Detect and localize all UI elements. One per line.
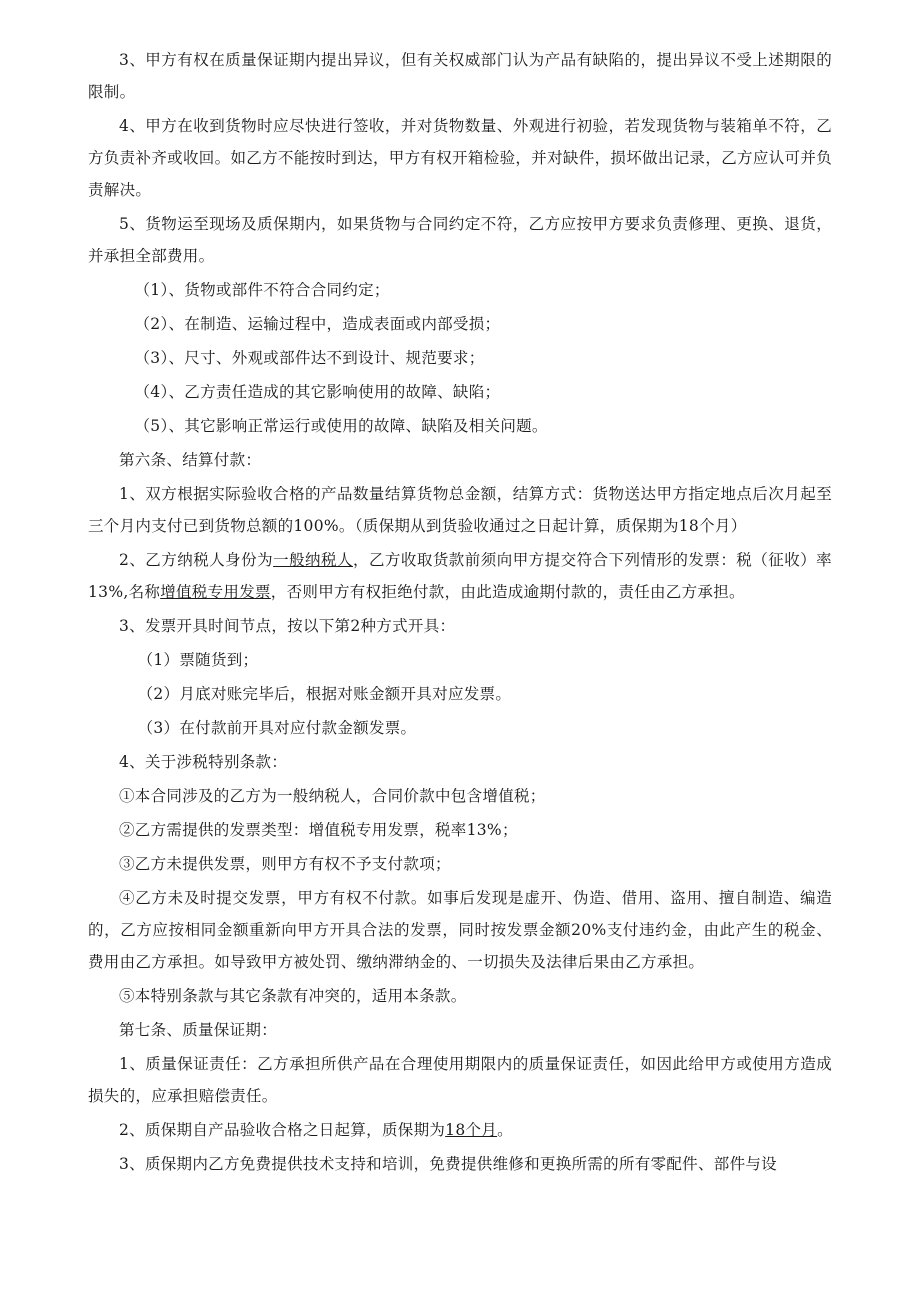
clause-6-3-item-2: （2）月底对账完毕后，根据对账金额开具对应发票。: [137, 685, 512, 703]
clause-7-2-text-a: 2、质保期自产品验收合格之日起算，质保期为: [119, 1121, 446, 1139]
clause-6-3: 3、发票开具时间节点，按以下第2种方式开具：: [119, 617, 456, 635]
clause-5-5-item-2: （2）、在制造、运输过程中，造成表面或内部受损；: [134, 315, 501, 333]
clause-6-4-item-4: ④乙方未及时提交发票，甲方有权不付款。如事后发现是虚开、伪造、借用、盗用、擅自制造、编造的，乙方应按相同金额重新向甲方开具合法的发票，同时按发票金额20%支付违约金，由此产生的税金、费用由乙方承担。如导致甲方被处罚、缴纳滞纳金的、一切损失及法律后果由乙方承担。: [88, 889, 832, 971]
clause-5-5-item-5: （5）、其它影响正常运行或使用的故障、缺陷及相关问题。: [134, 417, 548, 435]
article-6-heading: 第六条、结算付款：: [119, 451, 262, 469]
clause-6-4-item-5: ⑤本特别条款与其它条款有冲突的，适用本条款。: [119, 987, 467, 1005]
clause-7-2: [88, 1114, 832, 1146]
taxpayer-status: 一般纳税人: [273, 551, 353, 569]
clause-6-4: 4、关于涉税特别条款：: [119, 753, 288, 771]
article-7-heading: 第七条、质量保证期：: [119, 1021, 278, 1039]
clause-6-4-item-2: ②乙方需提供的发票类型：增值税专用发票，税率13%；: [119, 821, 518, 839]
clause-6-4-item-3: ③乙方未提供发票，则甲方有权不予支付款项；: [119, 855, 451, 873]
clause-7-3: 3、质保期内乙方免费提供技术支持和培训，免费提供维修和更换所需的所有零配件、部件与设: [119, 1155, 777, 1173]
clause-6-3-item-1: （1）票随货到；: [137, 651, 259, 669]
warranty-period: 18个月: [445, 1121, 498, 1139]
clause-5-5-item-1: （1）、货物或部件不符合合同约定；: [134, 281, 390, 299]
clause-6-2: [88, 544, 832, 608]
clause-6-3-item-3: （3）在付款前开具对应付款金额发票。: [137, 719, 417, 737]
clause-5-3: 3、甲方有权在质量保证期内提出异议，但有关权威部门认为产品有缺陷的，提出异议不受上述期限的限制。: [88, 51, 832, 101]
clause-5-5-item-4: （4）、乙方责任造成的其它影响使用的故障、缺陷；: [134, 383, 501, 401]
clause-5-5-item-3: （3）、尺寸、外观或部件达不到设计、规范要求；: [134, 349, 485, 367]
clause-6-4-item-1: ①本合同涉及的乙方为一般纳税人，合同价款中包含增值税；: [119, 787, 546, 805]
clause-5-5: 5、货物运至现场及质保期内，如果货物与合同约定不符，乙方应按甲方要求负责修理、更换、退货，并承担全部费用。: [88, 215, 832, 265]
clause-6-2-text-c: ，否则甲方有权拒绝付款，由此造成逾期付款的，责任由乙方承担。: [270, 583, 745, 601]
clause-5-4: 4、甲方在收到货物时应尽快进行签收，并对货物数量、外观进行初验，若发现货物与装箱单不符，乙方负责补齐或收回。如乙方不能按时到达，甲方有权开箱检验，并对缺件，损坏做出记录，乙方应认可并负责解决。: [88, 117, 832, 199]
clause-6-2-text-a: 2、乙方纳税人身份为: [119, 551, 274, 569]
clause-6-2-text-b: ，乙方收取货款前须向甲方提交符合下列情形的发票：税（征收）率13%,名称: [88, 551, 832, 601]
invoice-type: 增值税专用发票: [160, 583, 271, 601]
clause-7-1: 1、质量保证责任：乙方承担所供产品在合理使用期限内的质量保证责任，如因此给甲方或使用方造成损失的，应承担赔偿责任。: [88, 1055, 832, 1105]
clause-6-1: 1、双方根据实际验收合格的产品数量结算货物总金额，结算方式：货物送达甲方指定地点后次月起至三个月内支付已到货物总额的100%。（质保期从到货验收通过之日起计算，质保期为18个月）: [88, 485, 832, 535]
clause-7-2-text-b: 。: [497, 1121, 513, 1139]
